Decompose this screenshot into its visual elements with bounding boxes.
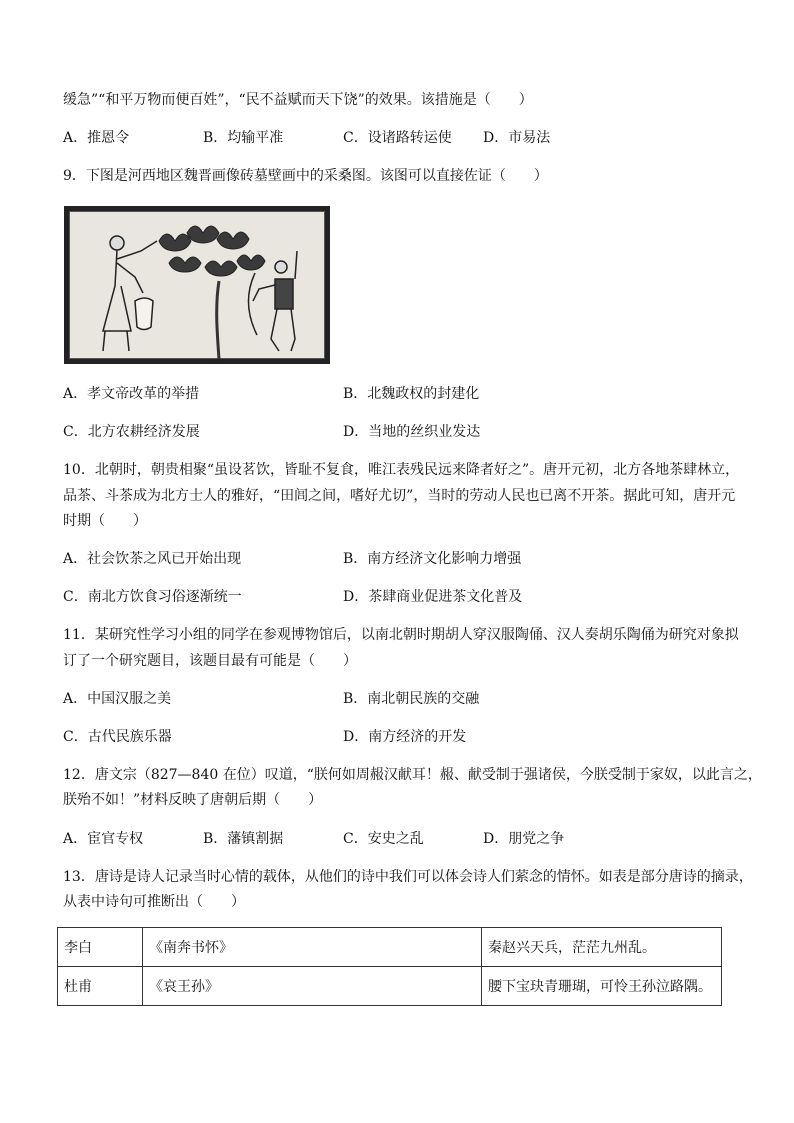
q11-option-b: B．南北朝民族的交融 xyxy=(343,691,480,707)
mural-illustration xyxy=(69,211,325,359)
q9-option-d: D．当地的丝织业发达 xyxy=(343,424,481,440)
q11-stem-line-1: 11．某研究性学习小组的同学在参观博物馆后，以南北朝时期胡人穿汉服陶俑、汉人奏胡乐陶俑为研究对象拟 xyxy=(63,627,739,643)
q10-option-d: D．茶肆商业促进茶文化普及 xyxy=(343,589,523,605)
table-row xyxy=(58,928,722,967)
q10-stem-line-3: 时期（ ） xyxy=(63,513,147,529)
verse-cell: 腰下宝玦青珊瑚，可怜王孙泣路隅。 xyxy=(482,967,722,1006)
q12-option-b: B．藩镇割据 xyxy=(203,831,284,847)
poet-cell: 李白 xyxy=(58,928,143,967)
verse-cell: 秦赵兴天兵，茫茫九州乱。 xyxy=(482,928,722,967)
poem-title-cell: 《南奔书怀》 xyxy=(143,928,482,967)
q8-option-c: C．设诸路转运使 xyxy=(343,130,452,146)
poem-title-cell: 《哀王孙》 xyxy=(143,967,482,1006)
tang-poems-table xyxy=(57,927,722,1006)
q10-option-c: C．南北方饮食习俗逐渐统一 xyxy=(63,589,242,605)
q12-option-d: D．朋党之争 xyxy=(483,831,565,847)
q9-option-a: A．孝文帝改革的举措 xyxy=(63,386,200,402)
q12-stem-line-2: 朕殆不如！”材料反映了唐朝后期（ ） xyxy=(63,792,323,808)
q9-option-b: B．北魏政权的封建化 xyxy=(343,386,480,402)
mulberry-picking-mural xyxy=(64,206,330,364)
q8-stem-tail: 缓急”“和平万物而便百姓”，“民不益赋而天下饶”的效果。该措施是（ ） xyxy=(63,92,533,108)
q10-stem-line-2: 品茶、斗茶成为北方士人的雅好，“田闾之间，嗜好尤切”，当时的劳动人民也已离不开茶。据此可知，唐开元 xyxy=(63,488,736,504)
q11-option-c: C．古代民族乐器 xyxy=(63,729,172,745)
q10-option-b: B．南方经济文化影响力增强 xyxy=(343,551,522,567)
q11-option-d: D．南方经济的开发 xyxy=(343,729,467,745)
q10-option-a: A．社会饮茶之风已开始出现 xyxy=(63,551,242,567)
poet-cell: 杜甫 xyxy=(58,967,143,1006)
q12-stem-line-1: 12．唐文宗（827—840 在位）叹道，“朕何如周赧汉献耳！赧、献受制于强诸侯，今朕受制于家奴，以此言之， xyxy=(63,767,762,783)
table-row xyxy=(58,967,722,1006)
q11-stem-line-2: 订了一个研究题目，该题目最有可能是（ ） xyxy=(63,653,357,669)
q9-option-c: C．北方农耕经济发展 xyxy=(63,424,200,440)
q12-option-a: A．宦官专权 xyxy=(63,831,144,847)
q8-option-d: D．市易法 xyxy=(483,130,551,146)
q8-option-a: A．推恩令 xyxy=(63,130,130,146)
q13-stem-line-1: 13．唐诗是诗人记录当时心情的载体，从他们的诗中我们可以体会诗人们萦念的情怀。如表是部分唐诗的摘录， xyxy=(63,869,753,885)
q11-option-a: A．中国汉服之美 xyxy=(63,691,172,707)
q12-option-c: C．安史之乱 xyxy=(343,831,424,847)
q13-stem-line-2: 从表中诗句可推断出（ ） xyxy=(63,894,245,910)
q10-stem-line-1: 10．北朝时，朝贵相聚“虽设茗饮，皆耻不复食，唯江表残民远来降者好之”。唐开元初，北方各地茶肆林立， xyxy=(63,462,740,478)
q8-option-b: B．均输平准 xyxy=(203,130,284,146)
q9-stem: 9．下图是河西地区魏晋画像砖墓壁画中的采桑图。该图可以直接佐证（ ） xyxy=(63,168,548,184)
